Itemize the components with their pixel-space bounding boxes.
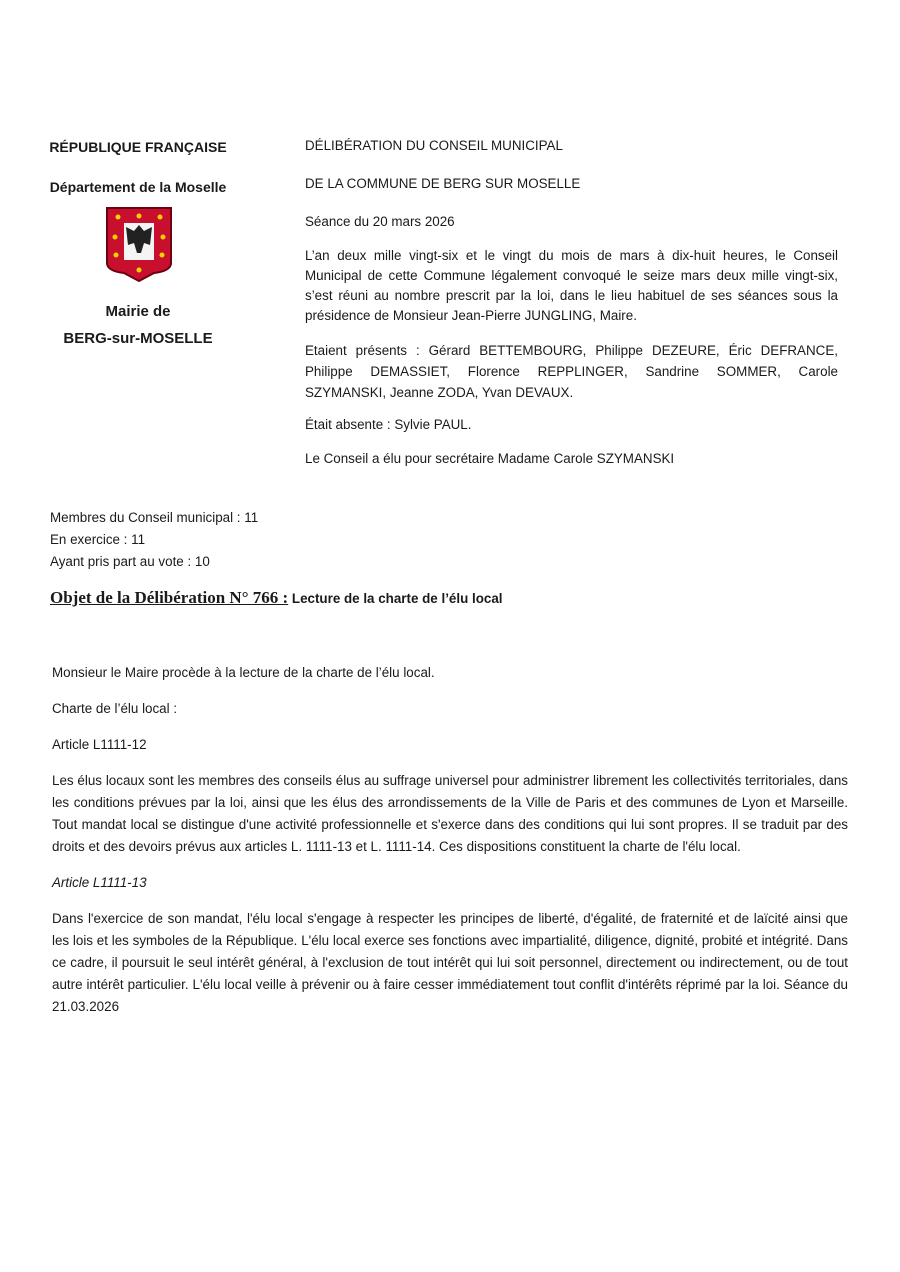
object-label: Objet de la Délibération N° 766 : (50, 588, 289, 607)
coat-of-arms-icon (104, 205, 174, 283)
present-members: Etaient présents : Gérard BETTEMBOURG, Philippe DEZEURE, Éric DEFRANCE, Philippe DEMASSIET, Florence REPPLINGER, Sandrine SOMMER, Carole SZYMANSKI, Jeanne ZODA, Yvan DEVAUX. (305, 343, 838, 400)
object-text: Lecture de la charte de l’élu local (288, 591, 503, 606)
mairie-line2: BERG-sur-MOSELLE (63, 330, 213, 347)
intro-paragraph: L’an deux mille vingt-six et le vingt du mois de mars à dix-huit heures, le Conseil Municipal de cette Commune légalement convoqué le seize mars deux mille vingt-six, s’est réuni au nombre prescrit par la loi, dans le lieu habituel de ses séances sous la présidence de Monsieur Jean-Pierre JUNGLING, Maire. (305, 248, 838, 323)
article-1-text: Les élus locaux sont les membres des conseils élus au suffrage universel pour administrer librement les collectivités territoriales, dans les conditions prévues par la loi, ainsi que les élus des arrondissements de la Ville de Paris et des communes de Lyon et Marseille. Tout mandat local se distingue d'une activité professionnelle et s'exerce dans des conditions qui lui sont propres. Il se traduit par des droits et des devoirs prévus aux articles L. 1111-13 et L. 1111-14. Ces dispositions constituent la charte de l'élu local. (52, 773, 848, 854)
charter-heading: Charte de l’élu local : (52, 701, 178, 716)
deliberation-title-1: DÉLIBÉRATION DU CONSEIL MUNICIPAL (305, 138, 563, 153)
voters-count: Ayant pris part au vote : 10 (50, 554, 210, 569)
in-office-count: En exercice : 11 (50, 532, 146, 547)
department-heading: Département de la Moselle (49, 179, 227, 195)
article-2-text: Dans l'exercice de son mandat, l'élu local s'engage à respecter les principes de liberté, d'égalité, de fraternité et de laïcité ainsi que les lois et les symboles de la République. L'élu local exerce ses fonctions avec impartialité, diligence, dignité, probité et intégrité. Dans ce cadre, il poursuit le seul intérêt général, à l'exclusion de tout intérêt qui lui soit personnel, directement ou indirectement, ou de tout autre intérêt particulier. L'élu local veille à prévenir ou à faire cesser immédiatement tout conflit d'intérêts réprimé par la loi. Séance du 21.03.2026 (52, 911, 848, 1014)
secretary-line: Le Conseil a élu pour secrétaire Madame Carole SZYMANSKI (305, 451, 675, 466)
article-1-title: Article L1111-12 (52, 737, 147, 752)
article-2-title: Article L1111-13 (52, 875, 147, 890)
republic-heading: RÉPUBLIQUE FRANÇAISE (49, 139, 227, 155)
session-date: Séance du 20 mars 2026 (305, 214, 455, 229)
members-count: Membres du Conseil municipal : 11 (50, 510, 259, 525)
mairie-line1: Mairie de (105, 303, 171, 320)
absent-members: Était absente : Sylvie PAUL. (305, 417, 472, 432)
deliberation-object (50, 588, 503, 608)
deliberation-title-2: DE LA COMMUNE DE BERG SUR MOSELLE (305, 176, 581, 191)
body-intro: Monsieur le Maire procède à la lecture de la charte de l’élu local. (52, 665, 435, 680)
